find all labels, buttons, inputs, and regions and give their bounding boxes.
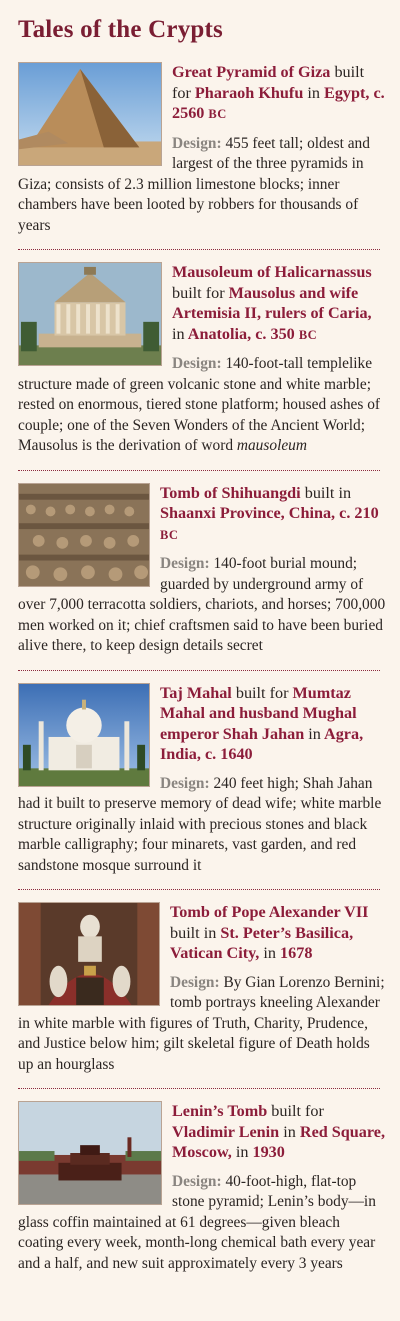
- design-label: Design:: [170, 973, 220, 991]
- tomb-sculpture-photo: [18, 902, 160, 1006]
- page-title: Tales of the Crypts: [18, 16, 223, 43]
- place: Shaanxi Province, China,: [160, 504, 336, 522]
- entry-heading: Tomb of Shihuangdi built in Shaanxi Province, China, c. 210 BC: [160, 483, 379, 542]
- era: BC: [298, 327, 318, 342]
- era: BC: [208, 107, 227, 121]
- entry-description: Design: 455 feet tall; oldest and largest of the three pyramids in Giza; consists of 2.3 million limestone blocks; inner chambers have been looted by robbers for thousands of years: [18, 134, 370, 234]
- person: Pharaoh Khufu: [194, 83, 304, 102]
- date: c. 210: [339, 504, 379, 522]
- date: 1678: [280, 944, 313, 962]
- entry-description: Design: 140-foot-tall templelike structure made of green volcanic stone and white marble; rested on enormous, tiered stone platform; housed ashes of couple; one of the Seven Wonders of the Ancient World; Mausolus is the derivation of word mausoleum: [18, 355, 381, 454]
- entry-taj-mahal: [18, 683, 386, 891]
- person: Mumtaz Mahal and husband Mughal emperor Shah Jahan: [160, 683, 357, 743]
- place: Anatolia, c. 350: [187, 324, 295, 343]
- lenins-tomb-photo: [18, 1101, 162, 1205]
- entry-description: Design: 140-foot burial mound; guarded by underground army of over 7,000 terracotta soldiers, chariots, and horses; 700,000 men worked on it; chief craftsmen said to have been buried alive there, to keep design details secret: [18, 555, 386, 654]
- date: c. 2560: [172, 83, 385, 122]
- entry-heading: Taj Mahal built for Mumtaz Mahal and husband Mughal emperor Shah Jahan in Agra, India, c. 1640: [160, 683, 364, 763]
- person: Mausolus and wife Artemisia II, rulers of Caria,: [172, 283, 372, 322]
- mausoleum-illustration: [18, 262, 162, 366]
- monument-name: Mausoleum of Halicarnassus: [172, 263, 372, 281]
- design-label: Design:: [160, 774, 210, 792]
- entry-heading: Mausoleum of Halicarnassus built for Mausolus and wife Artemisia II, rulers of Caria, in Anatolia, c. 350 BC: [172, 263, 372, 343]
- emphasized-word: mausoleum: [236, 437, 307, 454]
- place: Agra, India, c. 1640: [160, 724, 364, 763]
- entry-shihuangdi: [18, 483, 386, 671]
- entry-mausoleum: [18, 262, 386, 471]
- design-label: Design:: [172, 1172, 222, 1190]
- entry-pope-alexander: [18, 902, 386, 1089]
- design-label: Design:: [160, 555, 210, 572]
- monument-name: Tomb of Pope Alexander VII: [170, 903, 369, 921]
- entry-description: Design: By Gian Lorenzo Bernini; tomb portrays kneeling Alexander in white marble with figures of Truth, Charity, Prudence, and Justice below him; gilt skeletal figure of Death holds up an hourglass: [18, 973, 385, 1073]
- design-label: Design:: [172, 355, 222, 372]
- monument-name: Tomb of Shihuangdi: [160, 483, 301, 502]
- great-pyramid-photo: [18, 62, 162, 166]
- place: Egypt,: [324, 83, 370, 102]
- taj-mahal-photo: [18, 683, 150, 787]
- monument-name: Taj Mahal: [160, 683, 232, 702]
- entry-heading: Lenin’s Tomb built for Vladimir Lenin in Red Square, Moscow, in 1930: [172, 1102, 386, 1161]
- entry-description: Design: 40-foot-high, flat-top stone pyramid; Lenin’s body—in glass coffin maintained at 61 degrees—given bleach coating every week, month-long chemical bath every year and a half, and new suit approximately every 3 years: [18, 1172, 376, 1272]
- terracotta-army-photo: [18, 483, 150, 587]
- place: Red Square, Moscow,: [172, 1122, 386, 1161]
- entry-lenins-tomb: [18, 1101, 386, 1288]
- person: Vladimir Lenin: [172, 1122, 280, 1141]
- place: St. Peter’s Basilica, Vatican City,: [170, 923, 354, 962]
- entry-heading: Great Pyramid of Giza built for Pharaoh Khufu in Egypt, c. 2560 BC: [172, 63, 385, 122]
- date: 1930: [252, 1143, 285, 1161]
- era: BC: [160, 527, 179, 542]
- monument-name: Lenin’s Tomb: [172, 1102, 268, 1120]
- design-label: Design:: [172, 134, 222, 152]
- entry-great-pyramid: [18, 62, 386, 250]
- entry-heading: Tomb of Pope Alexander VII built in St. Peter’s Basilica, Vatican City, in 1678: [170, 903, 369, 962]
- entry-description: Design: 240 feet high; Shah Jahan had it built to preserve memory of dead wife; white marble structure originally inlaid with precious stones and black marble calligraphy; four minarets, vast garden, and red sandstone mosque surround it: [18, 774, 382, 874]
- monument-name: Great Pyramid of Giza: [172, 63, 331, 81]
